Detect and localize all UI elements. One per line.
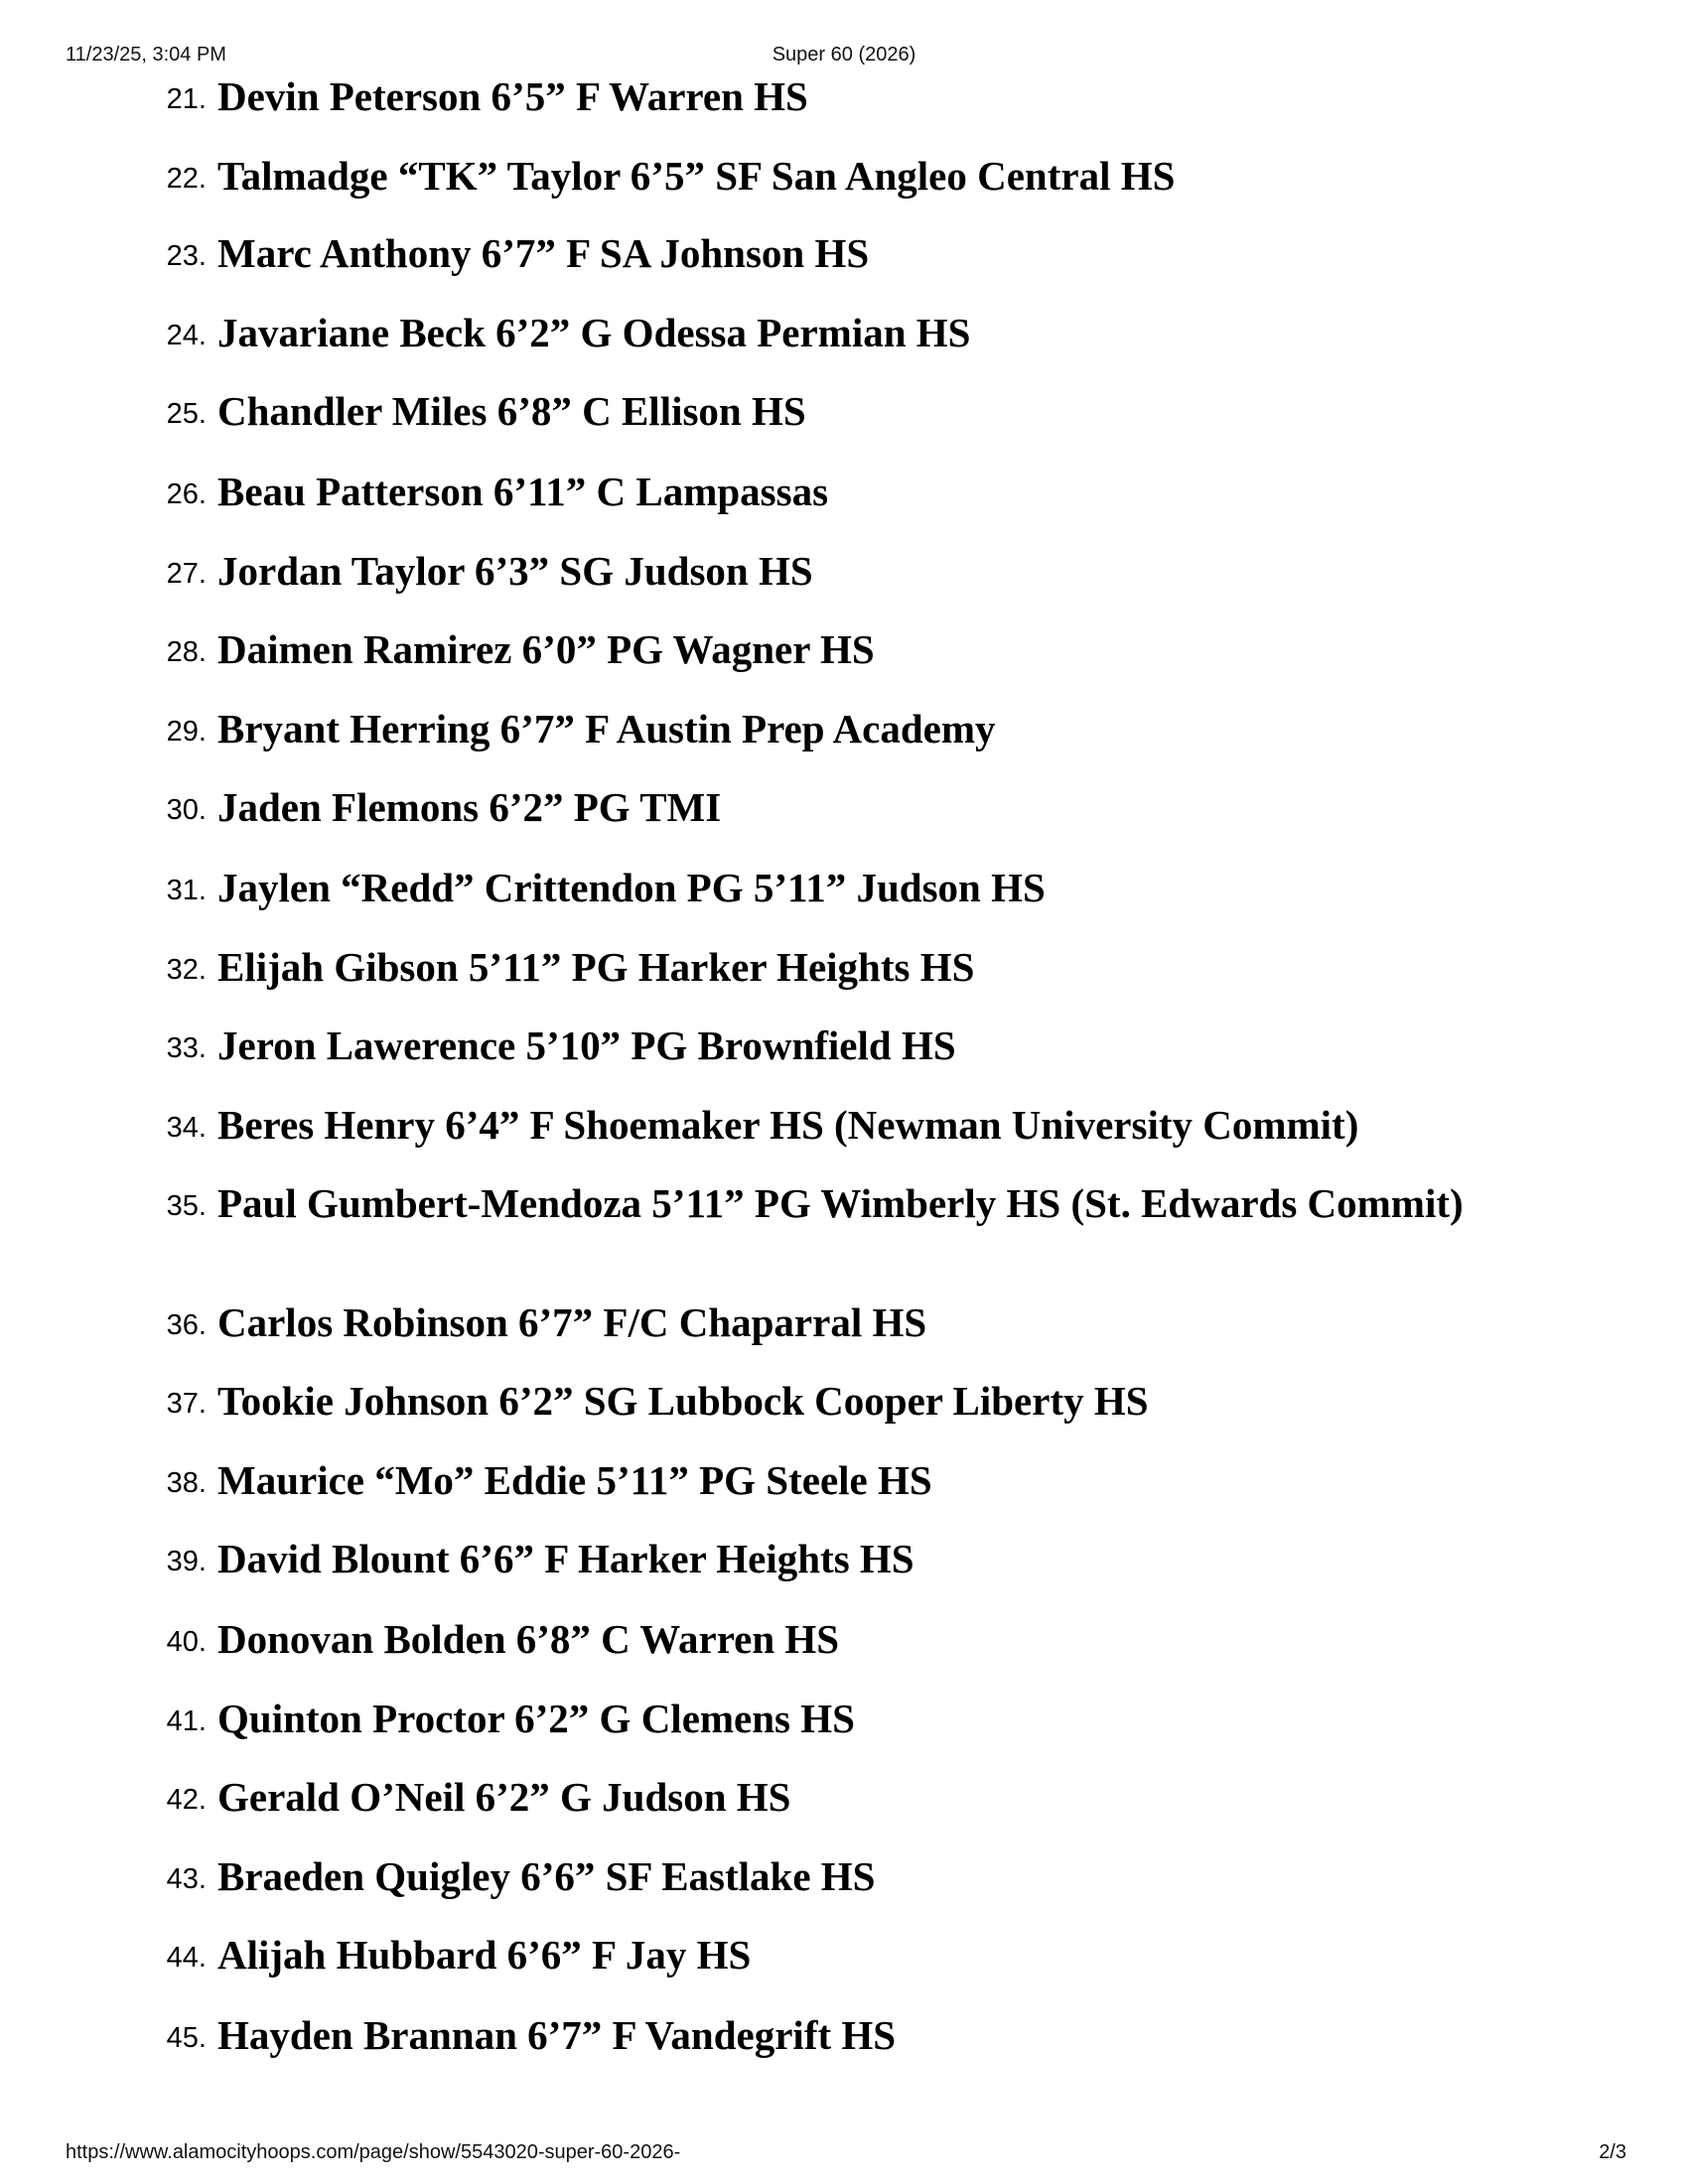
- player-entry: Braeden Quigley 6’6” SF Eastlake HS: [217, 1853, 876, 1899]
- player-entry: Daimen Ramirez 6’0” PG Wagner HS: [217, 626, 875, 672]
- rank-number: 30.: [166, 794, 207, 826]
- rank-number: 23.: [166, 240, 207, 272]
- player-entry: Javariane Beck 6’2” G Odessa Permian HS: [217, 310, 971, 355]
- player-entry: Elijah Gibson 5’11” PG Harker Heights HS: [217, 944, 975, 990]
- page-title: Super 60 (2026): [772, 44, 916, 66]
- rank-number: 41.: [166, 1706, 207, 1737]
- rank-number: 22.: [166, 163, 207, 195]
- player-entry: Marc Anthony 6’7” F SA Johnson HS: [217, 230, 870, 276]
- player-entry: Jaden Flemons 6’2” PG TMI: [217, 784, 722, 830]
- rank-number: 28.: [166, 636, 207, 668]
- rank-number: 33.: [166, 1032, 207, 1064]
- rank-number: 42.: [166, 1784, 207, 1816]
- player-entry: Quinton Proctor 6’2” G Clemens HS: [217, 1696, 855, 1741]
- player-entry: Paul Gumbert-Mendoza 5’11” PG Wimberly HS (St. Edwards Commit): [217, 1180, 1464, 1226]
- rank-number: 25.: [166, 398, 207, 430]
- print-datetime: 11/23/25, 3:04 PM: [66, 44, 226, 66]
- rank-number: 29.: [166, 716, 207, 748]
- rank-number: 32.: [166, 954, 207, 986]
- rank-number: 37.: [166, 1388, 207, 1420]
- rank-number: 40.: [166, 1626, 207, 1658]
- player-entry: Carlos Robinson 6’7” F/C Chaparral HS: [217, 1299, 927, 1345]
- rank-number: 26.: [166, 478, 207, 510]
- player-entry: Tookie Johnson 6’2” SG Lubbock Cooper Liberty HS: [217, 1378, 1149, 1424]
- player-entry: Gerald O’Neil 6’2” G Judson HS: [217, 1774, 791, 1820]
- rank-number: 24.: [166, 320, 207, 351]
- player-entry: Donovan Bolden 6’8” C Warren HS: [217, 1616, 840, 1662]
- rank-number: 27.: [166, 558, 207, 590]
- rank-number: 35.: [166, 1190, 207, 1222]
- player-entry: Jeron Lawerence 5’10” PG Brownfield HS: [217, 1023, 956, 1068]
- player-entry: Jaylen “Redd” Crittendon PG 5’11” Judson HS: [217, 865, 1046, 910]
- footer-url-link[interactable]: https://www.alamocityhoops.com/page/show/5543020-super-60-2026-: [66, 2141, 681, 2163]
- player-entry: Maurice “Mo” Eddie 5’11” PG Steele HS: [217, 1457, 932, 1503]
- player-entry: Alijah Hubbard 6’6” F Jay HS: [217, 1932, 752, 1978]
- rank-number: 36.: [166, 1309, 207, 1341]
- player-entry: Beres Henry 6’4” F Shoemaker HS (Newman University Commit): [217, 1102, 1359, 1148]
- rank-number: 45.: [166, 2022, 207, 2054]
- player-entry: Bryant Herring 6’7” F Austin Prep Academy: [217, 706, 996, 751]
- player-entry: Hayden Brannan 6’7” F Vandegrift HS: [217, 2012, 897, 2058]
- player-entry: Jordan Taylor 6’3” SG Judson HS: [217, 548, 813, 594]
- player-entry: Chandler Miles 6’8” C Ellison HS: [217, 388, 806, 434]
- rank-number: 39.: [166, 1546, 207, 1577]
- player-entry: Devin Peterson 6’5” F Warren HS: [217, 73, 808, 119]
- rank-number: 21.: [166, 83, 207, 115]
- rank-number: 31.: [166, 875, 207, 906]
- rank-number: 43.: [166, 1863, 207, 1895]
- player-entry: Beau Patterson 6’11” C Lampassas: [217, 469, 829, 514]
- player-entry: Talmadge “TK” Taylor 6’5” SF San Angleo Central HS: [217, 153, 1176, 199]
- rank-number: 38.: [166, 1467, 207, 1499]
- page-number: 2/3: [1599, 2141, 1626, 2163]
- rank-number: 34.: [166, 1112, 207, 1144]
- player-entry: David Blount 6’6” F Harker Heights HS: [217, 1536, 914, 1581]
- rank-number: 44.: [166, 1942, 207, 1974]
